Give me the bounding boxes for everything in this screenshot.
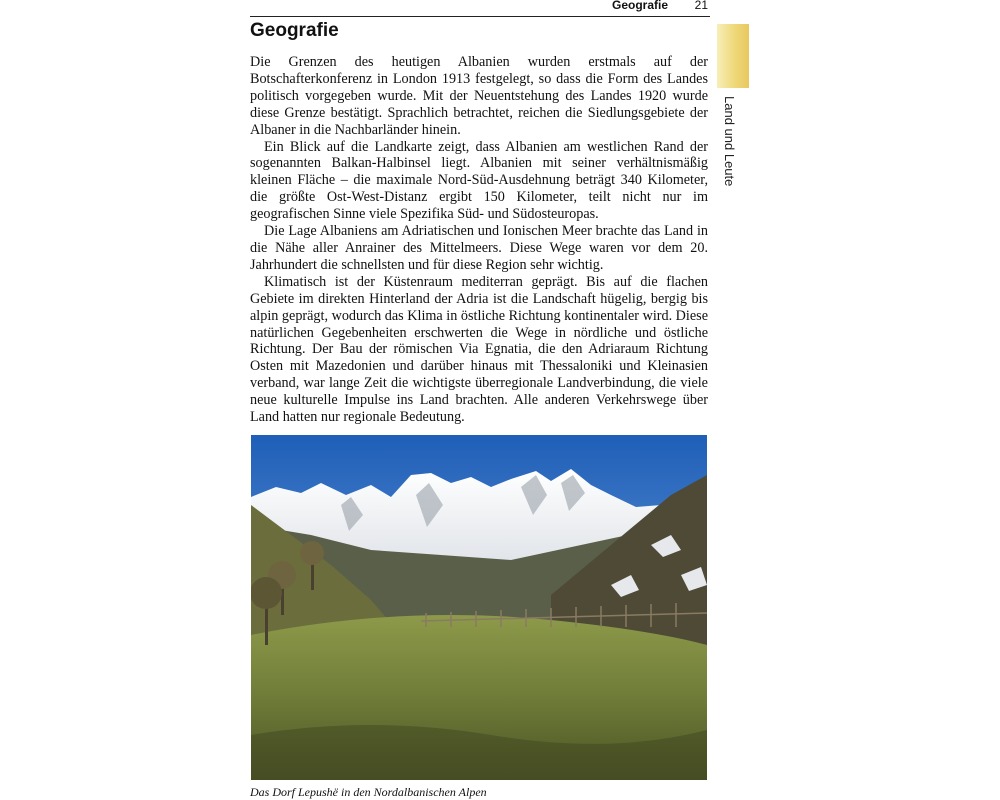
paragraph: Ein Blick auf die Landkarte zeigt, dass Albanien am westlichen Rand der sogenannten Balkan-Halbinsel liegt. Albanien mit seiner verhältnismäßig kleinen Fläche – die maximale Nord-Süd-Ausdehnung beträgt 340 Kilometer, die größte Ost-West-Distanz ergibt 150 Kilometer, teilt nicht nur im geografischen Sinne viele Spezifika Süd- und Südosteuropas. [250, 138, 708, 223]
paragraph: Die Grenzen des heutigen Albanien wurden erstmals auf der Botschafterkonferenz in London 1913 festgelegt, so dass die Form des Landes politisch vorgegeben wurde. Mit der Neuentstehung des Landes 1920 wurde diese Grenze bestätigt. Sprachlich betrachtet, reichen die Siedlungsgebiete der Albaner in die Nachbarländer hinein. [250, 54, 708, 138]
running-header [250, 0, 710, 17]
chapter-tab-marker [717, 24, 749, 88]
landscape-photo [251, 435, 707, 780]
page-number: 21 [694, 0, 708, 12]
running-title: Geografie [611, 0, 668, 12]
body-text [250, 54, 708, 426]
paragraph: Die Lage Albaniens am Adriatischen und Ionischen Meer brachte das Land in die Nähe aller Anrainer des Mittelmeers. Diese Wege waren vor dem 20. Jahrhundert die schnellsten und für diese Region sehr wichtig. [250, 223, 708, 273]
figure-caption: Das Dorf Lepushë in den Nordalbanischen Alpen [250, 785, 487, 799]
chapter-side-label: Land und Leute [722, 96, 737, 187]
paragraph: Klimatisch ist der Küstenraum mediterran geprägt. Bis auf die flachen Gebiete im direkten Hinterland der Adria ist die Landschaft hügelig, bergig bis alpin geprägt, wodurch das Klima in östliche Richtung kontinentaler wird. Diese natürlichen Gegebenheiten erschwerten die Wege in nördliche und östliche Richtung. Der Bau der römischen Via Egnatia, die den Adriaraum Richtung Osten mit Mazedonien und darüber hinaus mit Thessaloniki und Kleinasien verband, war lange Zeit die wichtigste überregionale Landverbindung, die viele neue kulturelle Impulse ins Land brachten. Alle anderen Verkehrswege über Land hatten nur regionale Bedeutung. [250, 273, 708, 426]
section-title: Geografie [250, 20, 339, 41]
